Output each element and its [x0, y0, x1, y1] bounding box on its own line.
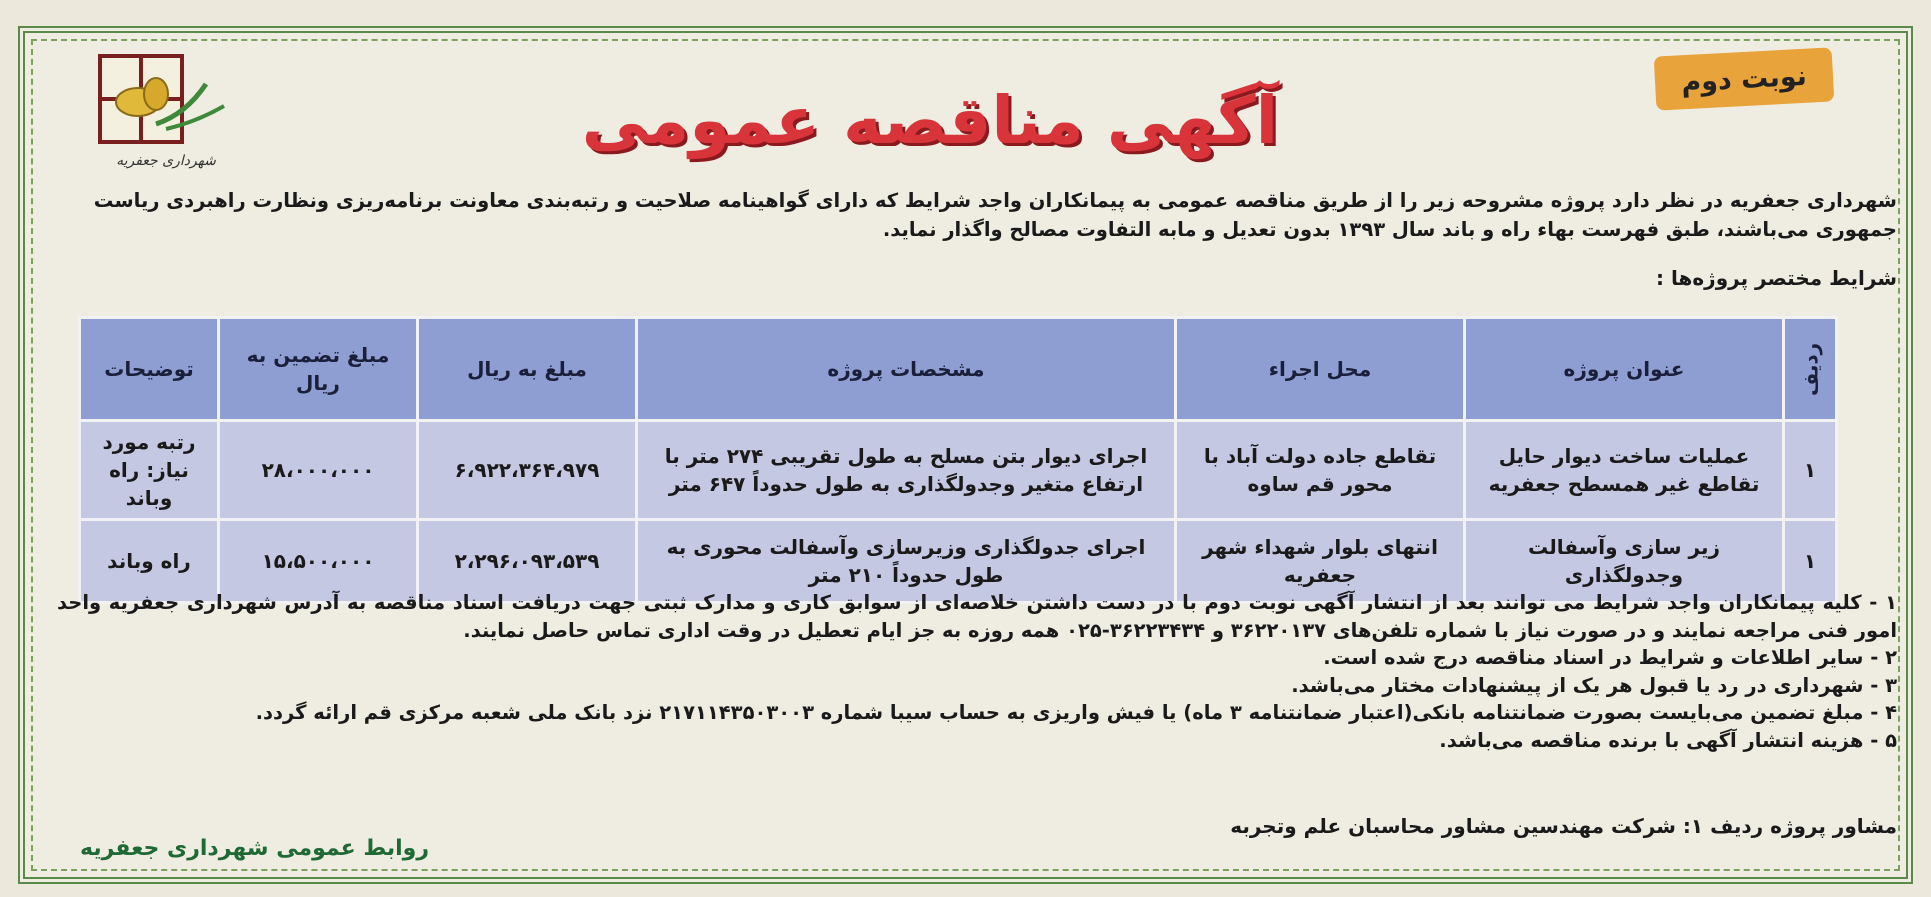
header-amount: مبلغ به ریال — [418, 318, 637, 421]
intro-line-2: جمهوری می‌باشند، طبق فهرست بهاء راه و باند سال ۱۳۹۳ بدون تعدیل و مابه التفاوت مصالح واگذار نماید. — [882, 218, 1897, 241]
condition-item: ۵ - هزینه انتشار آگهی با برنده مناقصه می‌باشد. — [1439, 728, 1897, 752]
condition-item: ۳ - شهرداری در رد یا قبول هر یک از پیشنهادات مختار می‌باشد. — [1291, 673, 1897, 697]
cell-amount: ۶،۹۲۲،۳۶۴،۹۷۹ — [418, 421, 637, 520]
header-location: محل اجراء — [1176, 318, 1465, 421]
public-relations-signature: روابط عمومی شهرداری جعفریه — [80, 836, 430, 861]
table-row — [80, 421, 1837, 520]
header-project-title: عنوان پروژه — [1465, 318, 1784, 421]
project-consultant: مشاور پروژه ردیف ۱: شرکت مهندسین مشاور محاسبان علم وتجربه — [1230, 814, 1897, 838]
intro-paragraph — [67, 186, 1897, 244]
header-specs: مشخصات پروژه — [637, 318, 1176, 421]
cell-notes: راه وباند — [80, 520, 219, 603]
condition-item: ۲ - سایر اطلاعات و شرایط در اسناد مناقصه درج شده است. — [1323, 646, 1897, 669]
cell-project-title: زیر سازی وآسفالت وجدولگذاری — [1465, 520, 1784, 603]
cell-location: تقاطع جاده دولت آباد با محور قم ساوه — [1176, 421, 1465, 520]
intro-line-1: شهرداری جعفریه در نظر دارد پروژه مشروحه زیر را از طریق مناقصه عمومی به پیمانکاران واجد شرایط که دارای گواهینامه صلاحیت و رتبه‌بندی معاونت برنامه‌ریزی ونظارت راهبردی ریاست — [93, 189, 1897, 212]
cell-amount: ۲،۲۹۶،۰۹۳،۵۳۹ — [418, 520, 637, 603]
condition-item: ۱ - کلیه پیمانکاران واجد شرایط می توانند بعد از انتشار آگهی نوبت دوم با در دست داشتن خلاصه‌ای از سوابق کاری و مدارک ثبتی جهت دریافت اسناد مناقصه به آدرس شهرداری جعفریه واحد امور فنی مراجعه نمایند و در صورت نیاز با شماره تلفن‌های ۳۶۲۲۰۱۳۷ و ۳۶۲۲۳۴۳۴-۰۲۵ همه روزه به جز ایام تعطیل در وقت اداری تماس حاصل نمایند. — [57, 591, 1897, 642]
edition-badge: نوبت دوم — [1654, 47, 1835, 110]
ad-title: آگهی مناقصه عمومی — [581, 82, 1279, 159]
cell-guarantee: ۱۵،۵۰۰،۰۰۰ — [219, 520, 418, 603]
cell-row-number: ۱ — [1784, 520, 1837, 603]
cell-location: انتهای بلوار شهداء شهر جعفریه — [1176, 520, 1465, 603]
table-header-row — [80, 318, 1837, 421]
header-row-number: ردیف — [1784, 318, 1837, 421]
cell-guarantee: ۲۸،۰۰۰،۰۰۰ — [219, 421, 418, 520]
header-guarantee: مبلغ تضمین به ریال — [219, 318, 418, 421]
conditions-list — [57, 589, 1897, 754]
condition-item: ۴ - مبلغ تضمین می‌بایست بصورت ضمانتنامه بانکی(اعتبار ضمانتنامه ۳ ماه) یا فیش واریزی به حساب سیبا شماره ۲۱۷۱۱۴۳۵۰۳۰۰۳ نزد بانک ملی شعبه مرکزی قم ارائه گردد. — [255, 701, 1897, 724]
cell-row-number: ۱ — [1784, 421, 1837, 520]
header-notes: توضیحات — [80, 318, 219, 421]
cell-specs: اجرای دیوار بتن مسلح به طول تقریبی ۲۷۴ متر با ارتفاع متغیر وجدولگذاری به طول حدوداً ۶۴۷ متر — [637, 421, 1176, 520]
cell-specs: اجرای جدولگذاری وزیرسازی وآسفالت محوری به طول حدوداً ۲۱۰ متر — [637, 520, 1176, 603]
cell-project-title: عملیات ساخت دیوار حایل تقاطع غیر همسطح جعفریه — [1465, 421, 1784, 520]
cell-notes: رتبه مورد نیاز: راه وباند — [80, 421, 219, 520]
section-title: شرایط مختصر پروژه‌ها : — [1656, 266, 1897, 290]
logo-caption: شهرداری جعفریه — [116, 153, 216, 169]
projects-table — [78, 316, 1838, 604]
